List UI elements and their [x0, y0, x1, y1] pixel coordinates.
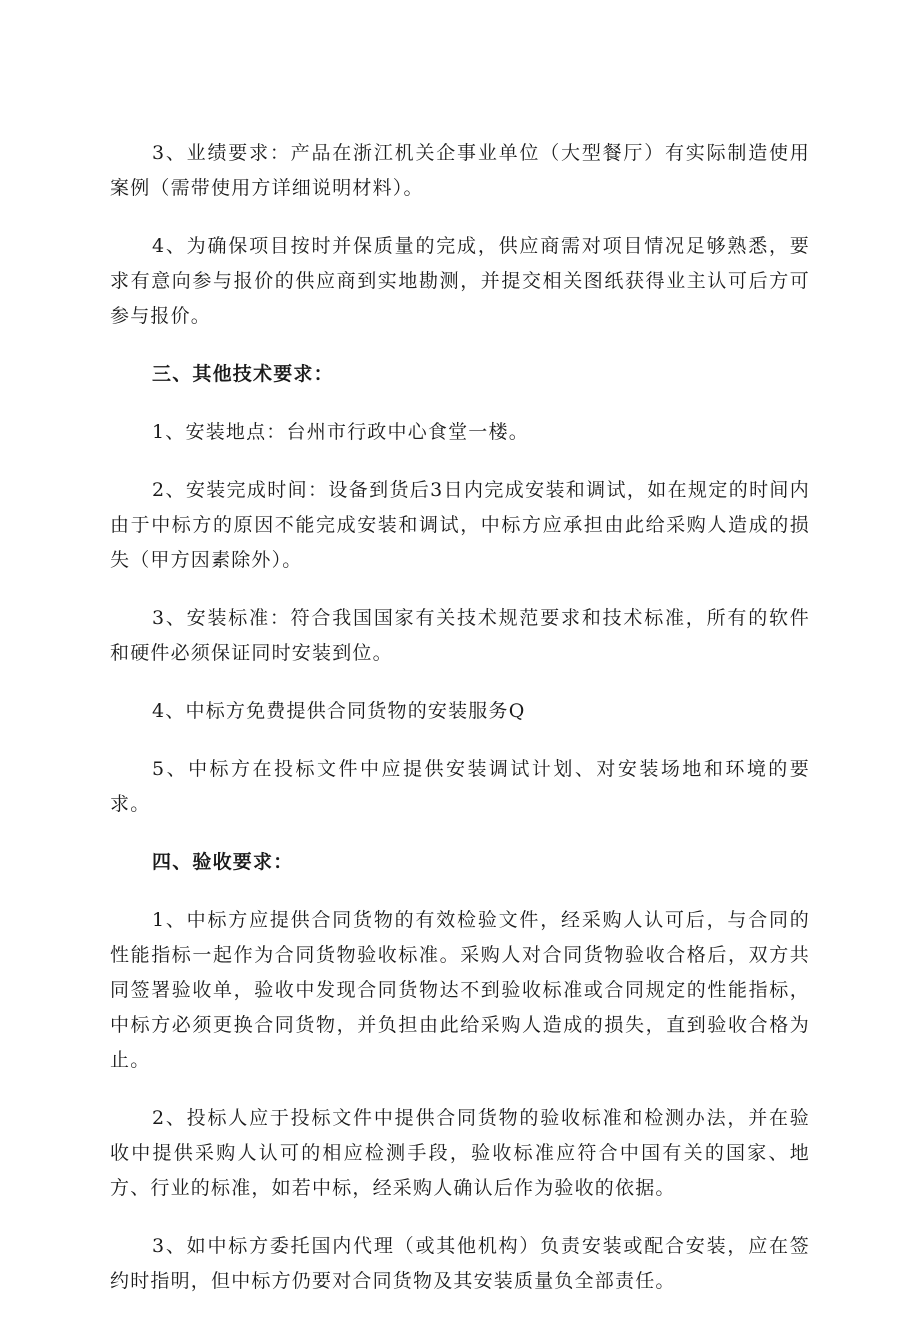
section-heading-other-technical-requirements: 三、其他技术要求： [152, 363, 334, 385]
paragraph-site-survey: 4、为确保项目按时并保质量的完成，供应商需对项目情况足够熟悉，要求有意向参与报价的供应商到实地勘测，并提交相关图纸获得业主认可后方可参与报价。 [110, 235, 810, 327]
paragraph-installation-plan: 5、中标方在投标文件中应提供安装调试计划、对安装场地和环境的要求。 [110, 758, 810, 815]
paragraph-agent-responsibility: 3、如中标方委托国内代理（或其他机构）负责安装或配合安装，应在签约时指明，但中标方仍要对合同货物及其安装质量负全部责任。 [110, 1235, 810, 1292]
paragraph-acceptance-documents: 1、中标方应提供合同货物的有效检验文件，经采购人认可后，与合同的性能指标一起作为合同货物验收标准。采购人对合同货物验收合格后，双方共同签署验收单，验收中发现合同货物达不到验收标准或合同规定的性能指标，中标方必须更换合同货物，并负担由此给采购人造成的损失，直到验收合格为止。 [110, 909, 810, 1071]
paragraph-performance-requirement: 3、业绩要求：产品在浙江机关企事业单位（大型餐厅）有实际制造使用案例（需带使用方详细说明材料）。 [110, 142, 810, 199]
paragraph-acceptance-standards: 2、投标人应于投标文件中提供合同货物的验收标准和检测办法，并在验收中提供采购人认可的相应检测手段，验收标准应符合中国有关的国家、地方、行业的标准，如若中标，经采购人确认后作为验收的依据。 [110, 1107, 810, 1199]
paragraph-installation-time: 2、安装完成时间：设备到货后3日内完成安装和调试，如在规定的时间内由于中标方的原因不能完成安装和调试，中标方应承担由此给采购人造成的损失（甲方因素除外）。 [110, 479, 810, 571]
paragraph-free-installation: 4、中标方免费提供合同货物的安装服务Q [152, 700, 526, 722]
section-heading-acceptance-requirements: 四、验收要求： [152, 851, 294, 873]
document-body [110, 136, 810, 1322]
paragraph-installation-location: 1、安装地点：台州市行政中心食堂一楼。 [152, 421, 529, 443]
paragraph-installation-standard: 3、安装标准：符合我国国家有关技术规范要求和技术标准，所有的软件和硬件必须保证同时安装到位。 [110, 607, 810, 664]
